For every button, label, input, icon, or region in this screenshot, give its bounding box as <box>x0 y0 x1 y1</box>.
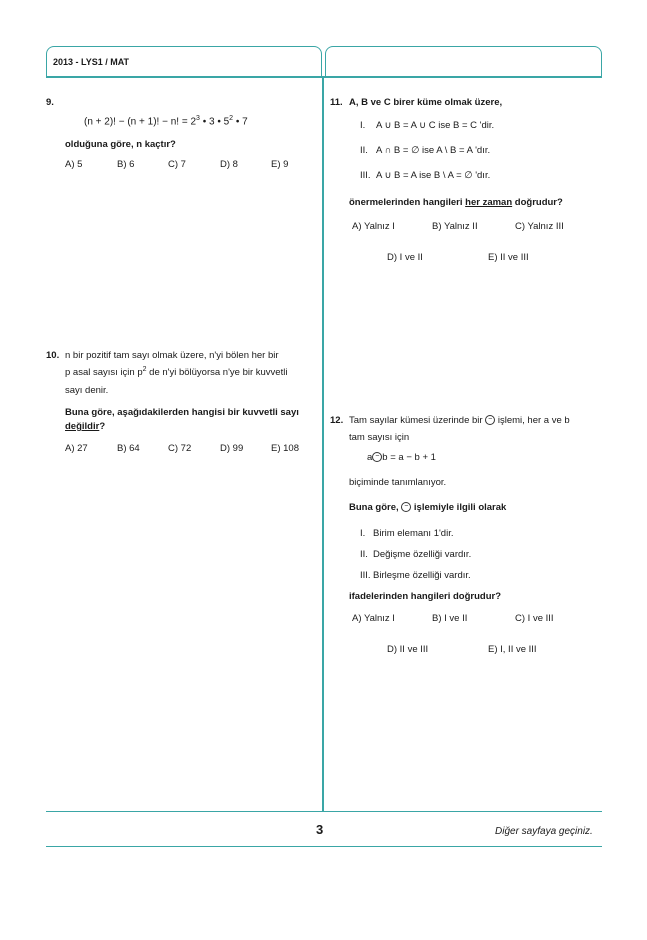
q12-statement-3: Birleşme özelliği vardır. <box>373 570 471 581</box>
header-divider <box>46 76 602 78</box>
q12-s2-label: II. <box>360 549 368 560</box>
q10-prompt2-qmark: ? <box>99 421 106 432</box>
column-divider <box>322 76 324 811</box>
q12-line1b: işlemi, her a ve b <box>497 415 570 426</box>
next-page-note: Diğer sayfaya geçiniz. <box>495 826 593 837</box>
q11-statement-1: A ∪ B = A ∪ C ise B = C 'dir. <box>376 120 495 131</box>
q9-option-c[interactable]: C) 7 <box>168 159 186 170</box>
q12-option-d[interactable]: D) II ve III <box>387 644 429 655</box>
q9-mid2: • 7 <box>235 116 248 128</box>
page-number: 3 <box>316 822 324 837</box>
q12-line1 <box>349 415 570 426</box>
q12-option-a[interactable]: A) Yalnız I <box>352 613 395 624</box>
q10-option-b[interactable]: B) 64 <box>117 443 140 454</box>
q10-prompt1: Buna göre, aşağıdakilerden hangisi bir kuvvetli sayı <box>65 407 299 418</box>
q12-def-b: b = a − b + 1 <box>382 452 436 463</box>
exam-title: 2013 - LYS1 / MAT <box>53 57 130 67</box>
q10-prompt2-underlined: değildir <box>65 421 100 432</box>
footer-divider-top <box>46 811 602 812</box>
q10-option-e[interactable]: E) 108 <box>271 443 299 454</box>
q11-option-c[interactable]: C) Yalnız III <box>515 221 564 232</box>
q9-option-d[interactable]: D) 8 <box>220 159 238 170</box>
operation-symbol-icon: − <box>372 452 382 462</box>
q10-option-c[interactable]: C) 72 <box>168 443 192 454</box>
q11-option-e[interactable]: E) II ve III <box>488 252 529 263</box>
q12-statement-1: Birim elemanı 1'dir. <box>373 528 454 539</box>
q11-s1-label: I. <box>360 120 366 131</box>
q12-line1a: Tam sayılar kümesi üzerinde bir <box>349 415 483 426</box>
q11-s3-label: III. <box>360 170 371 181</box>
q12-prompt2: ifadelerinden hangileri doğrudur? <box>349 591 502 602</box>
q12-line2: tam sayısı için <box>349 432 410 443</box>
q12-definition <box>367 452 436 463</box>
q10-line2a: p asal sayısı için p <box>65 367 143 379</box>
q10-prompt2 <box>65 421 105 432</box>
q11-number: 11. <box>330 97 343 108</box>
q10-line1: n bir pozitif tam sayı olmak üzere, n'yi bölen her bir <box>65 350 279 361</box>
q9-expr-left: (n + 2)! − (n + 1)! − n! = 2 <box>84 116 197 128</box>
q11-intro: A, B ve C birer küme olmak üzere, <box>349 97 503 108</box>
operation-symbol-icon: − <box>485 415 495 425</box>
q11-option-a[interactable]: A) Yalnız I <box>352 221 395 232</box>
header-right-box <box>325 46 602 76</box>
q12-prompt-b: işlemiyle ilgili olarak <box>413 502 507 513</box>
q12-def-a: a <box>367 452 373 463</box>
q12-statement-2: Değişme özelliği vardır. <box>373 549 472 560</box>
q12-prompt-a: Buna göre, <box>349 502 399 513</box>
footer-divider-bottom <box>46 846 602 847</box>
q12-prompt <box>349 502 506 513</box>
q9-equation <box>84 115 248 127</box>
q11-prompt-underlined: her zaman <box>465 197 513 208</box>
q9-option-a[interactable]: A) 5 <box>65 159 83 170</box>
q11-statement-2: A ∩ B = ∅ ise A \ B = A 'dır. <box>376 145 491 156</box>
q9-exp1: 3 <box>196 115 200 122</box>
q12-s1-label: I. <box>360 528 366 539</box>
q9-mid1: • 3 • 5 <box>202 116 230 128</box>
q9-option-b[interactable]: B) 6 <box>117 159 135 170</box>
operation-symbol-icon: − <box>401 502 411 512</box>
q12-option-e[interactable]: E) I, II ve III <box>488 644 537 655</box>
q10-number: 10. <box>46 350 60 361</box>
q12-line3: biçiminde tanımlanıyor. <box>349 477 447 488</box>
q12-option-b[interactable]: B) I ve II <box>432 613 468 624</box>
q9-number: 9. <box>46 97 54 108</box>
q11-statement-3: A ∪ B = A ise B \ A = ∅ 'dır. <box>376 170 491 181</box>
q11-prompt-a: önermelerinden hangileri <box>349 197 466 208</box>
q12-s3-label: III. <box>360 570 371 581</box>
q11-option-d[interactable]: D) I ve II <box>387 252 423 263</box>
q10-line2b: de n'yi bölüyorsa n'ye bir kuvvetli <box>146 367 288 379</box>
q11-prompt <box>349 197 563 208</box>
q11-prompt-b: doğrudur? <box>512 197 563 208</box>
q10-line2 <box>65 366 287 378</box>
q12-option-c[interactable]: C) I ve III <box>515 613 554 624</box>
q10-line3: sayı denir. <box>65 385 109 396</box>
q10-option-a[interactable]: A) 27 <box>65 443 88 454</box>
q10-line2-exp: 2 <box>142 366 147 373</box>
q11-option-b[interactable]: B) Yalnız II <box>432 221 478 232</box>
q9-option-e[interactable]: E) 9 <box>271 159 289 170</box>
q11-s2-label: II. <box>360 145 368 156</box>
q9-question: olduğuna göre, n kaçtır? <box>65 139 176 150</box>
q12-number: 12. <box>330 415 344 426</box>
header-left-box <box>46 46 322 76</box>
q9-exp2: 2 <box>229 115 234 122</box>
q10-option-d[interactable]: D) 99 <box>220 443 244 454</box>
